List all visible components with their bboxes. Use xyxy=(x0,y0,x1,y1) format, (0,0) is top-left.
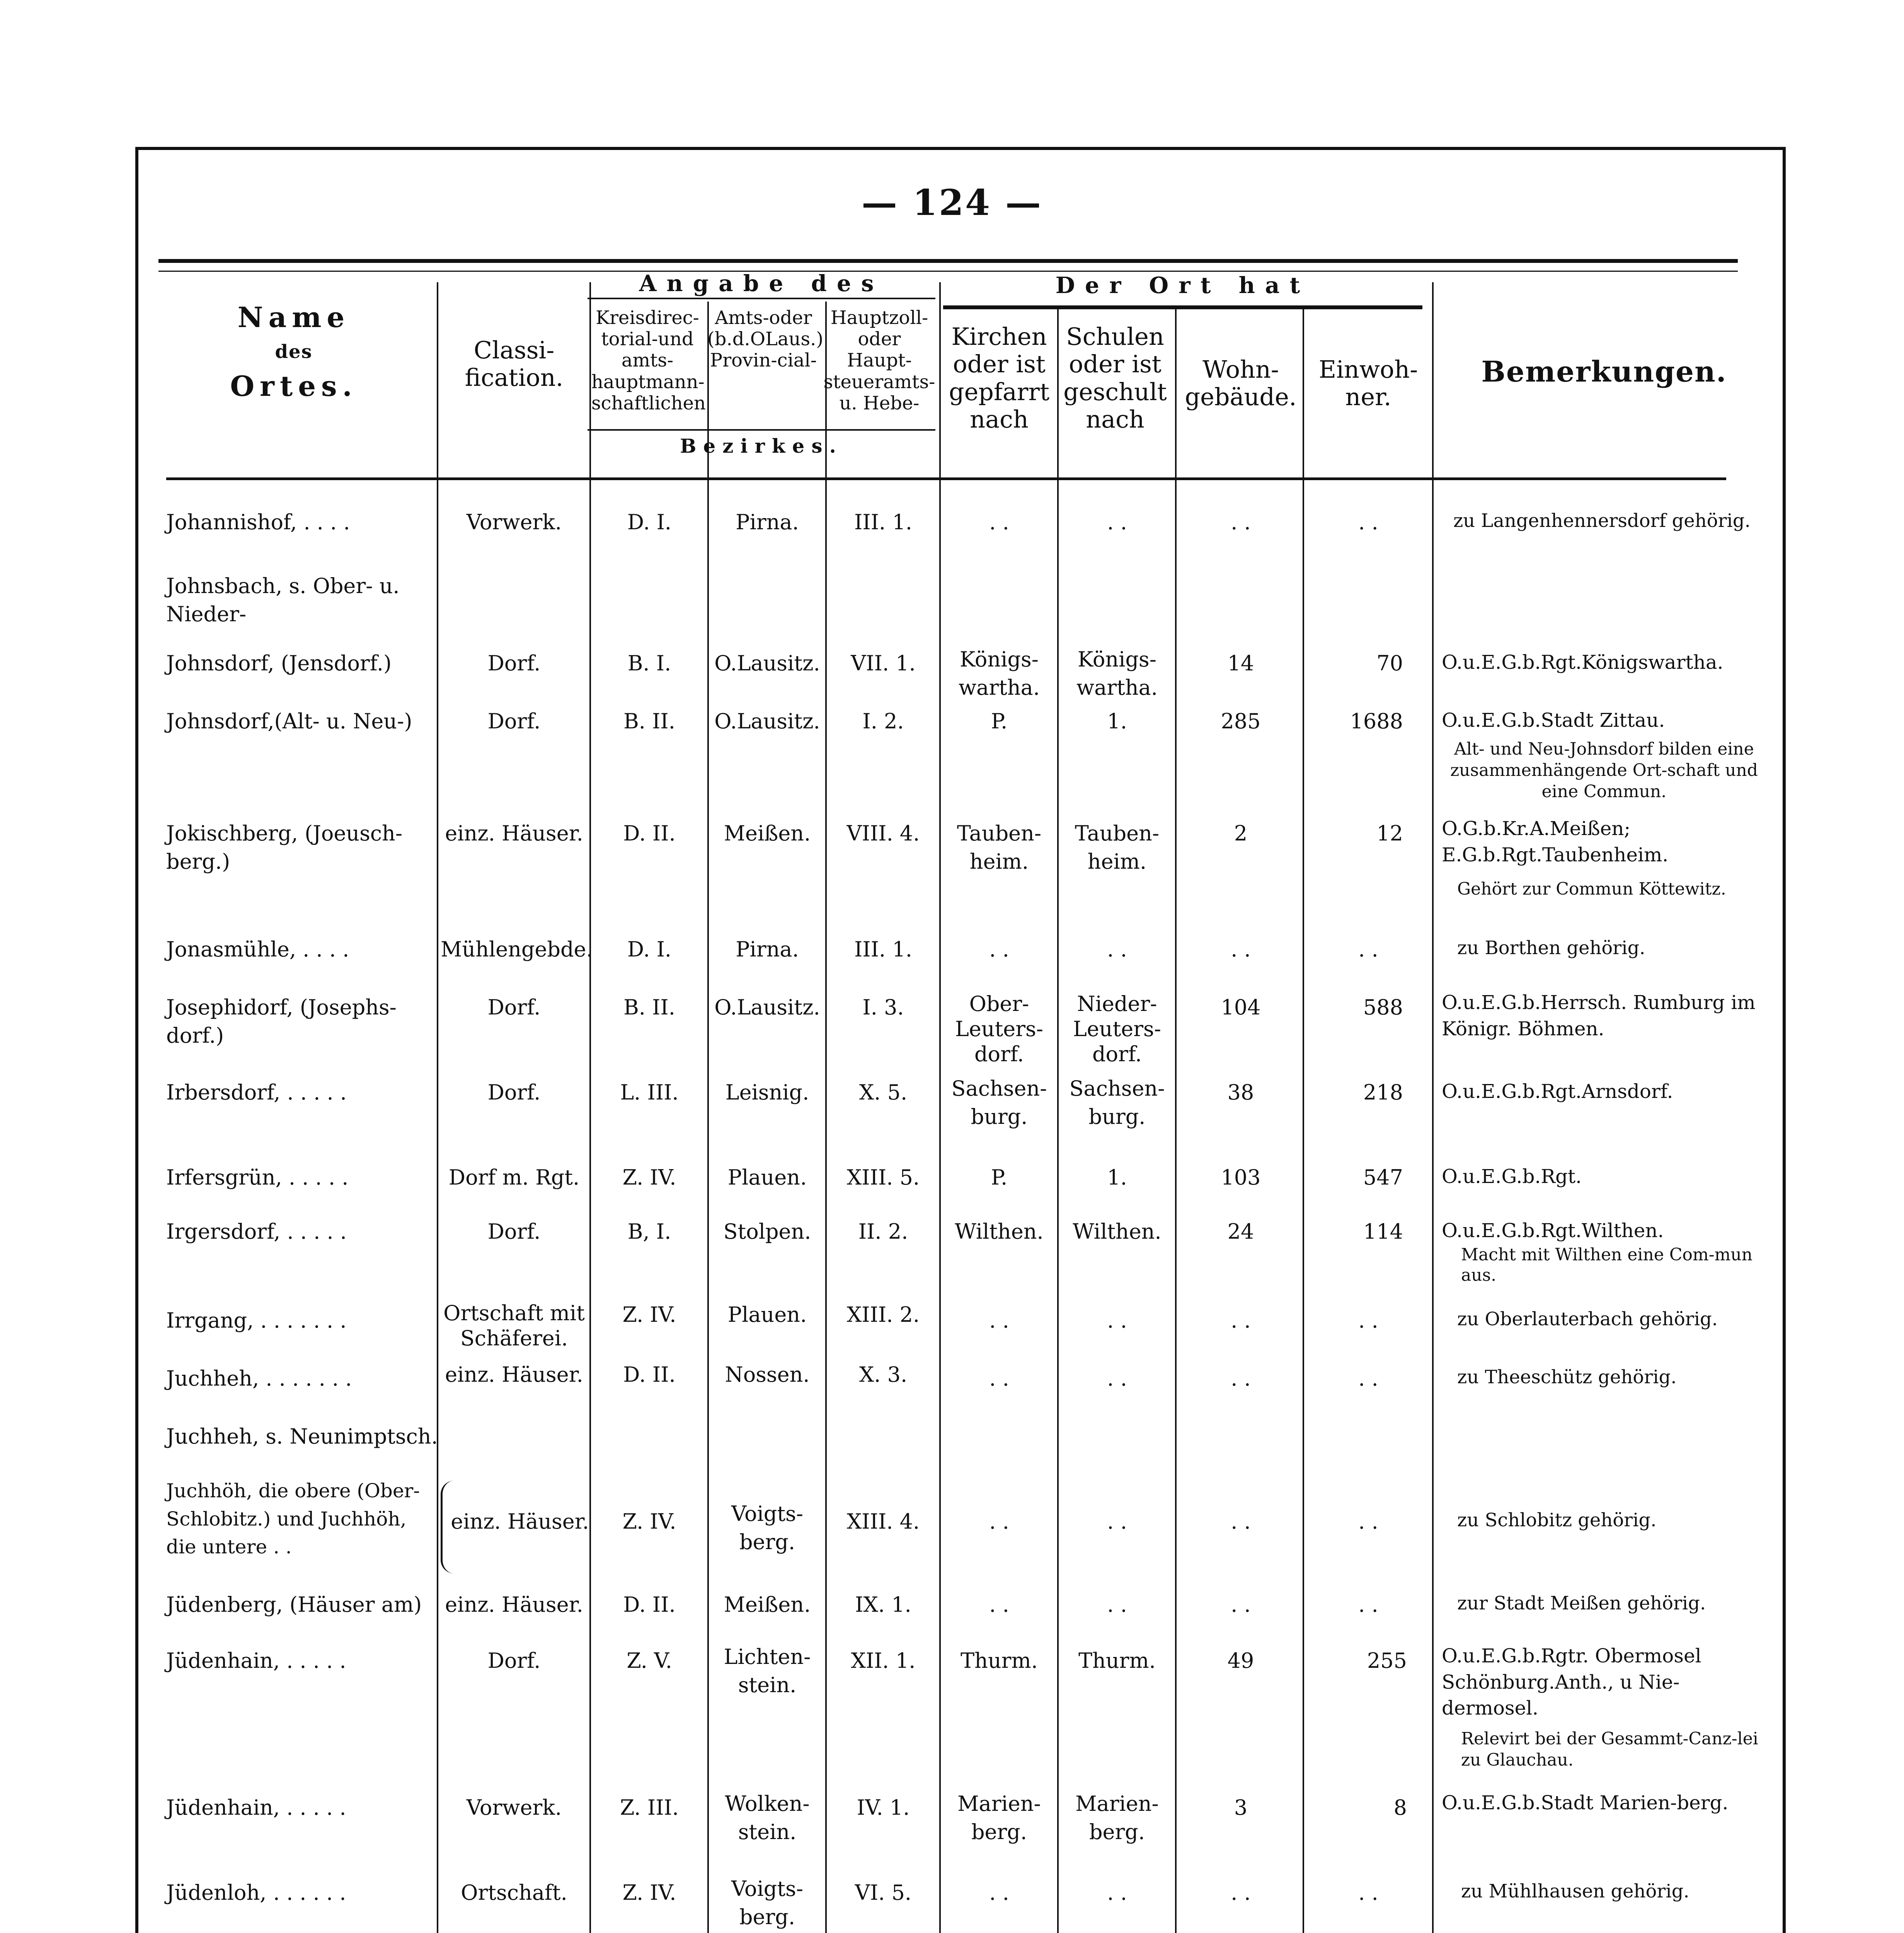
row-bem: O.u.E.G.b.Stadt Zittau. xyxy=(1442,709,1665,731)
row-name: Irfersgrün, . . . . . xyxy=(166,1165,349,1190)
row-kirche: Thurm. xyxy=(961,1648,1038,1673)
row-kreis: D. I. xyxy=(627,937,672,961)
row-cls: Vorwerk. xyxy=(466,510,562,534)
row-cls: einz. Häuser. xyxy=(445,821,583,845)
row-amt: Lichten-stein. xyxy=(724,1645,811,1697)
rule-top-thin xyxy=(158,271,1738,272)
header-name-3: Ortes. xyxy=(230,369,358,402)
row-kreis: B. II. xyxy=(623,995,675,1019)
row-schule: Thurm. xyxy=(1078,1648,1156,1673)
row-kreis: D. II. xyxy=(623,1362,676,1387)
row-kirche: Wilthen. xyxy=(955,1219,1044,1244)
col-rule-1 xyxy=(437,282,438,1933)
row-schule: . . xyxy=(1107,1880,1127,1905)
row-kirche: P. xyxy=(991,709,1008,733)
row-kirche: P. xyxy=(991,1165,1008,1190)
row-haupt: III. 1. xyxy=(854,937,912,961)
row-wohn: 24 xyxy=(1227,1219,1254,1244)
row-bem: zu Borthen gehörig. xyxy=(1457,937,1645,959)
row-kirche: Ober-Leuters-dorf. xyxy=(955,992,1044,1066)
row-note: Gehört zur Commun Köttewitz. xyxy=(1457,879,1726,899)
row-kirche: Sachsen-burg. xyxy=(951,1076,1047,1129)
header-einw: Einwoh-ner. xyxy=(1318,355,1418,411)
row-einw: 588 xyxy=(1363,995,1403,1019)
header-name xyxy=(162,302,425,402)
col-rule-2 xyxy=(589,282,591,1933)
row-name: Josephidorf, (Josephs-dorf.) xyxy=(166,995,397,1048)
row-name: Johnsdorf,(Alt- u. Neu-) xyxy=(166,709,412,733)
row-einw: . . xyxy=(1358,937,1378,961)
row-wohn: . . xyxy=(1231,1880,1251,1905)
row-haupt: IX. 1. xyxy=(855,1592,911,1617)
row-kirche: Königs-wartha. xyxy=(958,647,1040,700)
row-schule: . . xyxy=(1107,1366,1127,1391)
row-einw: 70 xyxy=(1376,651,1403,675)
row-kreis: Z. IV. xyxy=(622,1509,676,1534)
row-haupt: X. 3. xyxy=(859,1362,908,1387)
row-kirche: . . xyxy=(989,1880,1009,1905)
col-rule-4 xyxy=(825,302,827,1933)
angabe-rule xyxy=(588,298,935,299)
row-amt: Pirna. xyxy=(736,510,799,534)
row-wohn: 3 xyxy=(1234,1795,1248,1820)
row-note: Relevirt bei der Gesammt-Canz-lei zu Glauchau. xyxy=(1461,1729,1758,1770)
row-haupt: I. 2. xyxy=(862,709,904,733)
row-kreis: D. II. xyxy=(623,821,676,845)
header-amts: Amts-oder (b.d.OLaus.) Provin-cial- xyxy=(707,307,824,372)
row-schule: Marien-berg. xyxy=(1075,1792,1159,1844)
row-kirche: Tauben-heim. xyxy=(957,821,1042,874)
row-name: Irgersdorf, . . . . . xyxy=(166,1219,347,1244)
row-haupt: II. 2. xyxy=(858,1219,908,1244)
row-wohn: . . xyxy=(1231,937,1251,961)
row-wohn: . . xyxy=(1231,1308,1251,1333)
row-haupt: XII. 1. xyxy=(851,1648,916,1673)
rule-top xyxy=(158,259,1738,263)
row-schule: . . xyxy=(1107,1308,1127,1333)
bezirkes-rule xyxy=(588,429,935,431)
row-name: Jüdenberg, (Häuser am) xyxy=(166,1592,422,1617)
row-bem: O.u.E.G.b.Rgt.Wilthen. xyxy=(1442,1219,1664,1242)
row-einw: . . xyxy=(1358,1592,1378,1617)
row-cls: einz. Häuser. xyxy=(445,1362,583,1387)
row-cls: Dorf. xyxy=(487,995,541,1019)
row-einw: 218 xyxy=(1363,1080,1403,1105)
row-bem: zu Schlobitz gehörig. xyxy=(1457,1509,1657,1531)
row-schule: Königs-wartha. xyxy=(1076,647,1158,700)
row-bem: zu Oberlauterbach gehörig. xyxy=(1457,1308,1718,1330)
row-name: Juchhöh, die obere (Ober-Schlobitz.) und Juchhöh, die untere . . xyxy=(166,1480,420,1558)
row-kreis: Z. IV. xyxy=(622,1165,676,1190)
row-amt: O.Lausitz. xyxy=(714,651,820,675)
row-haupt: XIII. 2. xyxy=(846,1302,920,1327)
row-cls: Vorwerk. xyxy=(466,1795,562,1820)
col-rule-3 xyxy=(707,302,709,1933)
row-kreis: Z. V. xyxy=(627,1648,672,1673)
row-amt: Meißen. xyxy=(724,821,811,845)
header-bezirkes: Bezirkes. xyxy=(680,435,843,457)
row-name: Jokischberg, (Joeusch-berg.) xyxy=(166,821,403,874)
col-rule-9 xyxy=(1432,282,1434,1933)
row-einw: . . xyxy=(1358,1308,1378,1333)
row-einw: 12 xyxy=(1376,821,1403,845)
row-amt: Nossen. xyxy=(725,1362,810,1387)
row-haupt: X. 5. xyxy=(859,1080,908,1105)
row-cls: Dorf. xyxy=(487,1080,541,1105)
row-cls: Ortschaft mit Schäferei. xyxy=(443,1301,585,1350)
row-cls: einz. Häuser. xyxy=(445,1592,583,1617)
row-name: Jonasmühle, . . . . xyxy=(166,937,349,961)
row-einw: 1688 xyxy=(1350,709,1403,733)
row-bem: zu Langenhennersdorf gehörig. xyxy=(1453,510,1751,532)
row-wohn: 38 xyxy=(1227,1080,1254,1105)
row-name: Juchheh, . . . . . . . xyxy=(166,1366,352,1391)
row-amt: Plauen. xyxy=(727,1302,807,1327)
row-einw: . . xyxy=(1358,1880,1378,1905)
row-schule: . . xyxy=(1107,937,1127,961)
row-amt: Plauen. xyxy=(727,1165,807,1190)
header-name-1: Name xyxy=(237,301,350,334)
row-name: Jüdenloh, . . . . . . xyxy=(166,1880,346,1905)
row-kreis: D. II. xyxy=(623,1592,676,1617)
row-name: Jüdenhain, . . . . . xyxy=(166,1795,346,1820)
row-einw: . . xyxy=(1358,510,1378,534)
row-bem: O.u.E.G.b.Rgtr. Obermosel Schönburg.Anth., u Nie-dermosel. xyxy=(1442,1645,1701,1719)
row-wohn: 285 xyxy=(1221,709,1261,733)
row-kreis: Z. IV. xyxy=(622,1880,676,1905)
row-haupt: VII. 1. xyxy=(851,651,916,675)
ort-rule xyxy=(943,305,1422,309)
rule-head xyxy=(166,477,1726,480)
row-haupt: XIII. 4. xyxy=(846,1509,920,1534)
row-bem: zur Stadt Meißen gehörig. xyxy=(1457,1592,1706,1614)
row-bem: O.G.b.Kr.A.Meißen; E.G.b.Rgt.Taubenheim. xyxy=(1442,817,1669,866)
header-angabe: Angabe des xyxy=(639,270,884,297)
row-wohn: . . xyxy=(1231,1366,1251,1391)
row-kreis: B, I. xyxy=(627,1219,671,1244)
row-wohn: 14 xyxy=(1227,651,1254,675)
row-amt: Voigts-berg. xyxy=(731,1502,804,1554)
row-wohn: 103 xyxy=(1221,1165,1261,1190)
row-kreis: Z. III. xyxy=(620,1795,679,1820)
row-kirche: . . xyxy=(989,510,1009,534)
row-schule: . . xyxy=(1107,1592,1127,1617)
row-cls: Dorf. xyxy=(487,651,541,675)
row-kirche: . . xyxy=(989,1592,1009,1617)
row-kirche: Marien-berg. xyxy=(957,1792,1041,1844)
row-haupt: III. 1. xyxy=(854,510,912,534)
page-number: — 124 — xyxy=(861,182,1043,223)
row-amt: O.Lausitz. xyxy=(714,709,820,733)
row-haupt: VIII. 4. xyxy=(846,821,920,845)
header-haupt: Hauptzoll-oder Haupt-steueramts-u. Hebe- xyxy=(823,307,935,414)
row-cls: Dorf. xyxy=(487,709,541,733)
header-classification: Classi-fication. xyxy=(465,336,564,392)
row-kirche: . . xyxy=(989,1308,1009,1333)
row-wohn: . . xyxy=(1231,510,1251,534)
row-bem: O.u.E.G.b.Herrsch. Rumburg im Königr. Böhmen. xyxy=(1442,991,1756,1040)
row-kreis: B. I. xyxy=(627,651,671,675)
row-schule: . . xyxy=(1107,1509,1127,1534)
row-schule: Sachsen-burg. xyxy=(1069,1076,1165,1129)
row-amt: Voigts-berg. xyxy=(731,1877,804,1929)
row-schule: Tauben-heim. xyxy=(1075,821,1160,874)
row-amt: Meißen. xyxy=(724,1592,811,1617)
row-schule: 1. xyxy=(1107,1165,1127,1190)
row-name: Irrgang, . . . . . . . xyxy=(166,1308,347,1333)
row-kreis: Z. IV. xyxy=(622,1302,676,1327)
row-wohn: . . xyxy=(1231,1509,1251,1534)
header-kreis: Kreisdirec-torial-und amts-hauptmann-schaftlichen xyxy=(591,307,706,414)
row-name: Johannishof, . . . . xyxy=(166,510,350,534)
row-cls: Mühlengebde. xyxy=(441,937,593,961)
row-haupt: VI. 5. xyxy=(855,1880,912,1905)
row-schule: . . xyxy=(1107,510,1127,534)
row-amt: Leisnig. xyxy=(725,1080,809,1105)
row-cls: Dorf. xyxy=(487,1648,541,1673)
row-bem: O.u.E.G.b.Rgt.Königswartha. xyxy=(1442,651,1723,673)
header-wohn: Wohn-gebäude. xyxy=(1185,355,1297,411)
row-haupt: IV. 1. xyxy=(857,1795,910,1820)
row-schule: 1. xyxy=(1107,709,1127,733)
row-cls: Dorf m. Rgt. xyxy=(448,1165,580,1190)
row-kirche: . . xyxy=(989,1366,1009,1391)
row-name: Jüdenhain, . . . . . xyxy=(166,1648,346,1673)
row-name: Irbersdorf, . . . . . xyxy=(166,1080,347,1105)
row-amt: Pirna. xyxy=(736,937,799,961)
row-kreis: D. I. xyxy=(627,510,672,534)
row-name: Johnsbach, s. Ober- u. Nieder- xyxy=(166,574,400,626)
row-haupt: I. 3. xyxy=(862,995,904,1019)
row-bem: zu Mühlhausen gehörig. xyxy=(1461,1880,1689,1902)
row-schule: Nieder-Leuters-dorf. xyxy=(1073,992,1161,1066)
row-bem: O.u.E.G.b.Rgt.Arnsdorf. xyxy=(1442,1080,1673,1103)
col-rule-5 xyxy=(939,282,941,1933)
row-bem: O.u.E.G.b.Rgt. xyxy=(1442,1165,1582,1188)
row-wohn: 49 xyxy=(1227,1648,1254,1673)
row-cls: Dorf. xyxy=(487,1219,541,1244)
header-kirchen: Kirchen oder ist gepfarrt nach xyxy=(949,322,1050,433)
row-kirche: . . xyxy=(989,1509,1009,1534)
row-einw: . . xyxy=(1358,1509,1378,1534)
row-einw: 547 xyxy=(1363,1165,1403,1190)
row-einw: 255 xyxy=(1367,1648,1407,1673)
row-note: Alt- und Neu-Johnsdorf bilden eine zusammenhängende Ort-schaft und eine Commun. xyxy=(1450,739,1758,801)
row-wohn: 2 xyxy=(1234,821,1248,845)
row-einw: 8 xyxy=(1393,1795,1407,1820)
row-name: Johnsdorf, (Jensdorf.) xyxy=(166,651,392,675)
row-haupt: XIII. 5. xyxy=(846,1165,920,1190)
row-amt: O.Lausitz. xyxy=(714,995,820,1019)
col-rule-7 xyxy=(1175,309,1177,1933)
row-cls: einz. Häuser. xyxy=(451,1509,589,1534)
row-kreis: L. III. xyxy=(620,1080,679,1105)
row-cls: Ortschaft. xyxy=(461,1880,567,1905)
row-bem: O.u.E.G.b.Stadt Marien-berg. xyxy=(1442,1792,1729,1814)
row-amt: Wolken-stein. xyxy=(725,1792,810,1844)
row-kirche: . . xyxy=(989,937,1009,961)
header-bemerk: Bemerkungen. xyxy=(1481,355,1727,389)
row-wohn: . . xyxy=(1231,1592,1251,1617)
row-amt: Stolpen. xyxy=(723,1219,811,1244)
row-wohn: 104 xyxy=(1221,995,1261,1019)
row-bem: zu Theeschütz gehörig. xyxy=(1457,1366,1677,1388)
row-name: Juchheh, s. Neunimptsch. xyxy=(166,1424,438,1449)
row-einw: 114 xyxy=(1363,1219,1403,1244)
row-schule: Wilthen. xyxy=(1073,1219,1161,1244)
header-name-2: des xyxy=(275,341,313,363)
col-rule-8 xyxy=(1303,309,1304,1933)
row-note: Macht mit Wilthen eine Com-mun aus. xyxy=(1461,1245,1752,1285)
header-ort: Der Ort hat xyxy=(1055,272,1310,298)
row-kreis: B. II. xyxy=(623,709,675,733)
col-rule-6 xyxy=(1057,309,1059,1933)
header-schulen: Schulen oder ist geschult nach xyxy=(1063,322,1167,433)
row-einw: . . xyxy=(1358,1366,1378,1391)
